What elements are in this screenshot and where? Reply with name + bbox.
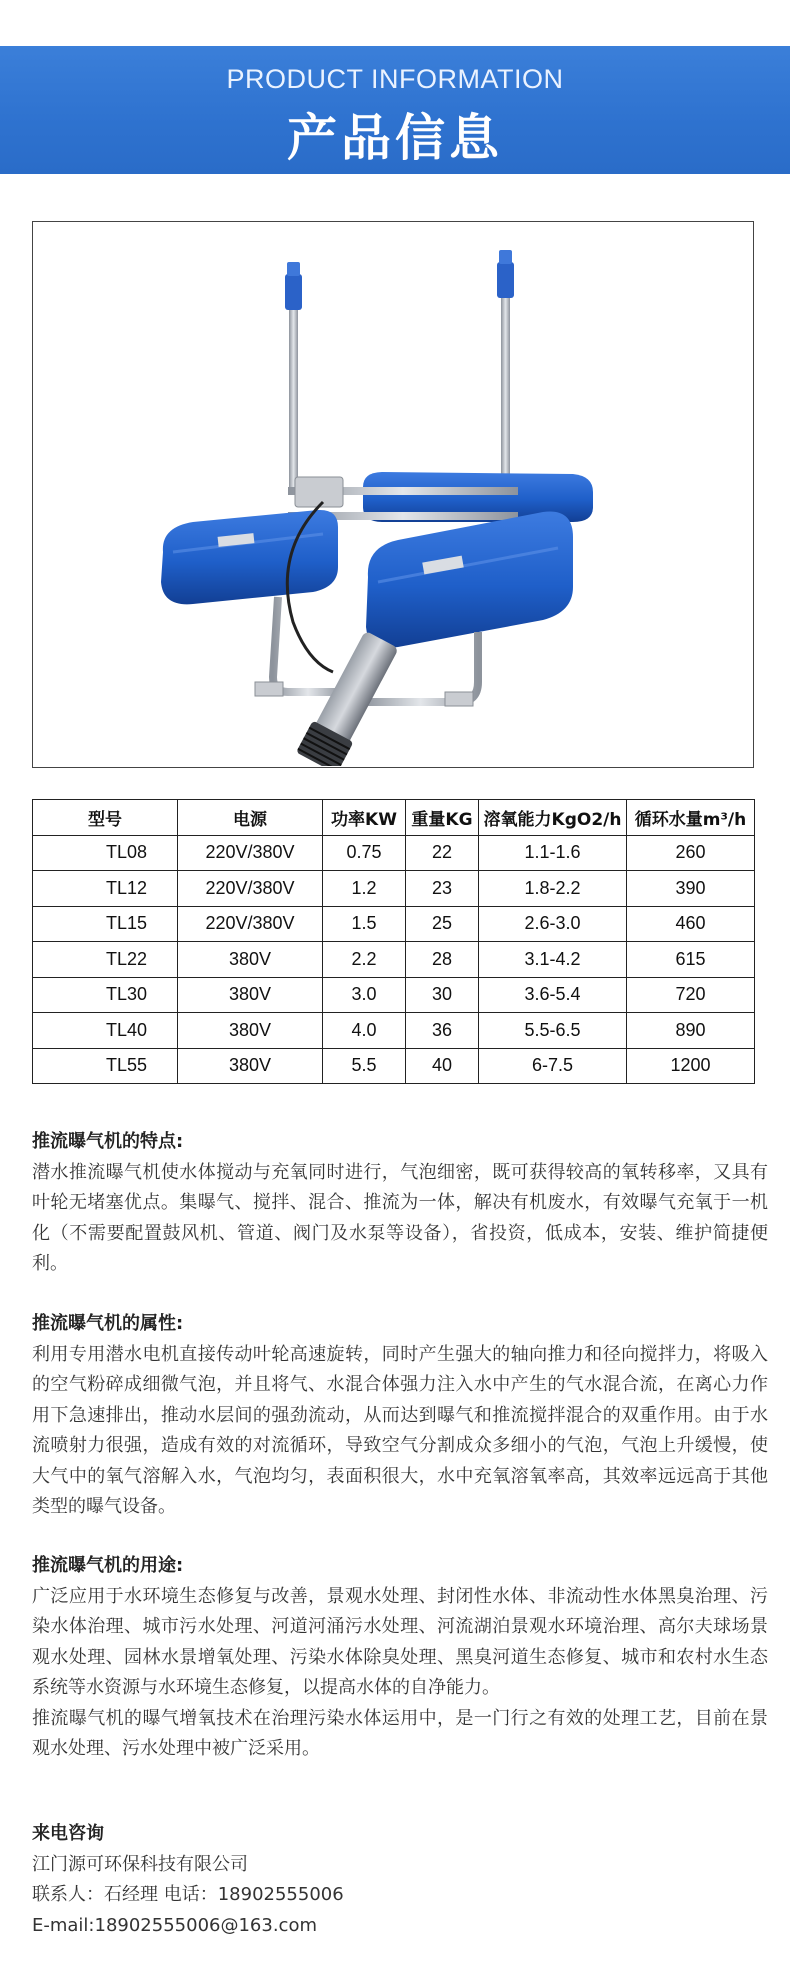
cell-power-kw: 2.2 — [323, 942, 406, 978]
table-row — [33, 906, 755, 942]
cell-circulation: 615 — [627, 942, 755, 978]
uses-body-2: 推流曝气机的曝气增氧技术在治理污染水体运用中，是一门行之有效的处理工艺，目前在景观水处理、污水处理中被广泛采用。 — [32, 1707, 768, 1759]
cell-power-supply: 220V/380V — [178, 835, 323, 871]
cell-power-supply: 380V — [178, 977, 323, 1013]
properties-title: 推流曝气机的属性: — [32, 1313, 184, 1334]
header-banner — [0, 46, 790, 174]
header-power-supply: 电源 — [178, 800, 323, 836]
cell-oxygen-capacity: 1.8-2.2 — [479, 871, 627, 907]
cell-power-kw: 0.75 — [323, 835, 406, 871]
cell-circulation: 1200 — [627, 1048, 755, 1084]
cell-model: TL12 — [33, 871, 178, 907]
properties-body: 利用专用潜水电机直接传动叶轮高速旋转，同时产生强大的轴向推力和径向搅拌力，将吸入的空气粉碎成细微气泡，并且将气、水混合体强力注入水中产生的气水混合流，在离心力作用下急速排出，推动水层间的强劲流动，从而达到曝气和推流搅拌混合的双重作用。由于水流喷射力很强，造成有效的对流循环，导致空气分割成众多细小的气泡，气泡上升缓慢，使大气中的氧气溶解入水，气泡均匀，表面积很大，水中充氧溶氧率高，其效率远远高于其他类型的曝气设备。 — [32, 1343, 768, 1517]
header-power-kw: 功率KW — [323, 800, 406, 836]
cell-oxygen-capacity: 6-7.5 — [479, 1048, 627, 1084]
header-weight: 重量KG — [406, 800, 479, 836]
cell-power-supply: 220V/380V — [178, 906, 323, 942]
uses-title: 推流曝气机的用途: — [32, 1555, 184, 1576]
product-photo — [32, 221, 754, 768]
cell-oxygen-capacity: 2.6-3.0 — [479, 906, 627, 942]
cell-model: TL15 — [33, 906, 178, 942]
cell-power-supply: 380V — [178, 942, 323, 978]
cell-circulation: 460 — [627, 906, 755, 942]
cell-power-kw: 1.2 — [323, 871, 406, 907]
table-row — [33, 977, 755, 1013]
cell-model: TL55 — [33, 1048, 178, 1084]
header-circulation: 循环水量m³/h — [627, 800, 755, 836]
cell-weight: 25 — [406, 906, 479, 942]
cell-model: TL40 — [33, 1013, 178, 1049]
cell-circulation: 720 — [627, 977, 755, 1013]
contact-title: 来电咨询 — [32, 1823, 104, 1844]
cell-power-kw: 3.0 — [323, 977, 406, 1013]
aerator-product-photo — [33, 222, 752, 766]
cell-power-kw: 5.5 — [323, 1048, 406, 1084]
cell-circulation: 890 — [627, 1013, 755, 1049]
contact-section — [32, 1819, 768, 1941]
cell-weight: 28 — [406, 942, 479, 978]
contact-email: E-mail:18902555006@163.com — [32, 1914, 317, 1936]
cell-circulation: 390 — [627, 871, 755, 907]
cell-model: TL08 — [33, 835, 178, 871]
table-header-row — [33, 800, 755, 836]
cell-circulation: 260 — [627, 835, 755, 871]
uses-section — [32, 1551, 768, 1765]
contact-company: 江门源可环保科技有限公司 — [32, 1853, 248, 1875]
cell-weight: 40 — [406, 1048, 479, 1084]
spec-table — [32, 799, 755, 1084]
cell-weight: 30 — [406, 977, 479, 1013]
cell-oxygen-capacity: 3.1-4.2 — [479, 942, 627, 978]
banner-title-cn: 产品信息 — [287, 109, 503, 167]
header-model: 型号 — [33, 800, 178, 836]
cell-oxygen-capacity: 3.6-5.4 — [479, 977, 627, 1013]
table-row — [33, 942, 755, 978]
cell-power-kw: 4.0 — [323, 1013, 406, 1049]
features-section — [32, 1127, 768, 1280]
cell-weight: 23 — [406, 871, 479, 907]
cell-oxygen-capacity: 5.5-6.5 — [479, 1013, 627, 1049]
features-title: 推流曝气机的特点: — [32, 1131, 184, 1152]
cell-model: TL22 — [33, 942, 178, 978]
cell-power-supply: 380V — [178, 1013, 323, 1049]
cell-power-kw: 1.5 — [323, 906, 406, 942]
contact-person-phone: 联系人：石经理 电话：18902555006 — [32, 1884, 344, 1905]
uses-body: 广泛应用于水环境生态修复与改善，景观水处理、封闭性水体、非流动性水体黑臭治理、污染水体治理、城市污水处理、河道河涌污水处理、河流湖泊景观水环境治理、高尔夫球场景观水处理、园林水景增氧处理、污染水体除臭处理、黑臭河道生态修复、城市和农村水生态系统等水资源与水环境生态修复，以提高水体的自净能力。 — [32, 1585, 768, 1698]
features-body: 潜水推流曝气机使水体搅动与充氧同时进行，气泡细密，既可获得较高的氧转移率，又具有叶轮无堵塞优点。集曝气、搅拌、混合、推流为一体，解决有机废水，有效曝气充氧于一机化（不需要配置鼓风机、管道、阀门及水泵等设备），省投资，低成本，安装、维护简捷便利。 — [32, 1161, 768, 1274]
table-row — [33, 1048, 755, 1084]
cell-weight: 22 — [406, 835, 479, 871]
banner-title-en: PRODUCT INFORMATION — [226, 64, 564, 94]
cell-weight: 36 — [406, 1013, 479, 1049]
cell-oxygen-capacity: 1.1-1.6 — [479, 835, 627, 871]
cell-model: TL30 — [33, 977, 178, 1013]
table-row — [33, 871, 755, 907]
properties-section — [32, 1309, 768, 1523]
table-row — [33, 835, 755, 871]
header-oxygen-capacity: 溶氧能力KgO2/h — [479, 800, 627, 836]
table-row — [33, 1013, 755, 1049]
cell-power-supply: 380V — [178, 1048, 323, 1084]
cell-power-supply: 220V/380V — [178, 871, 323, 907]
